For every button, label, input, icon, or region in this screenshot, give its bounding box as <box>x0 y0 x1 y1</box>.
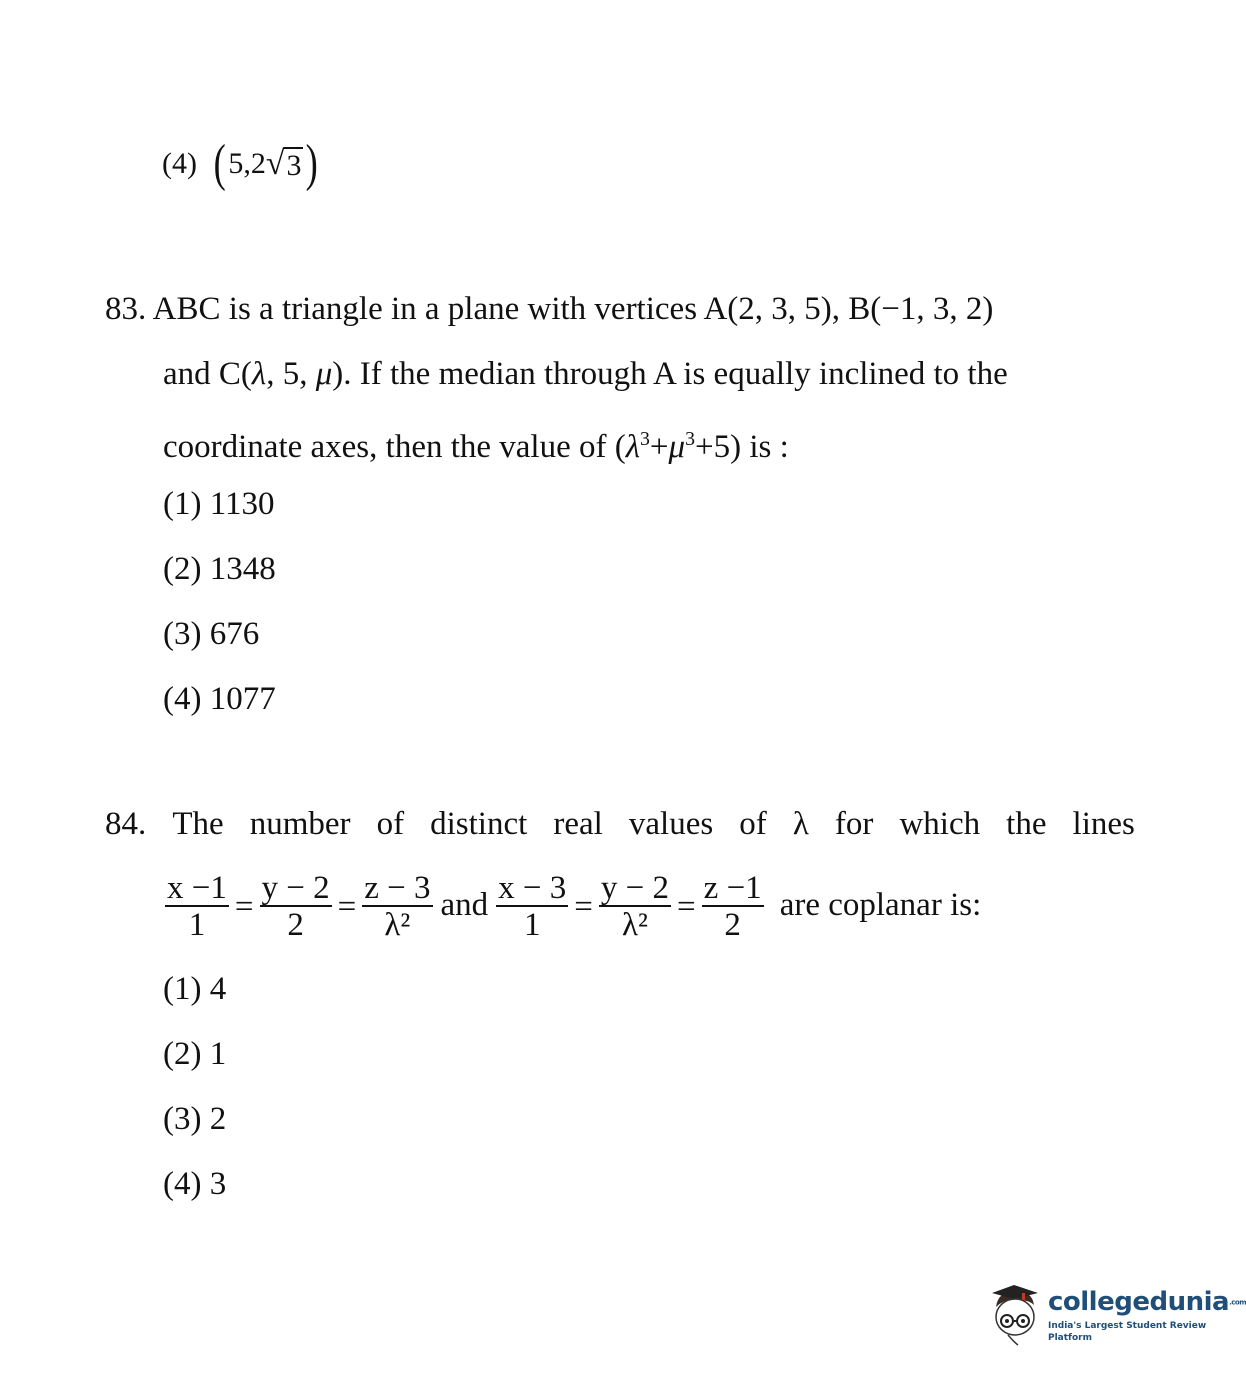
denominator: 1 <box>165 905 229 943</box>
open-paren: ( <box>213 135 226 192</box>
denominator: λ² <box>362 905 432 943</box>
fraction <box>599 871 671 943</box>
q83-line-2 <box>105 342 1135 407</box>
lambda-symbol: λ <box>251 356 267 392</box>
fraction <box>165 871 229 943</box>
q84-word: values <box>628 806 714 842</box>
mu-symbol: μ <box>315 356 333 392</box>
denominator: 1 <box>496 905 568 943</box>
equals-sign: = <box>337 888 357 925</box>
previous-question-option-4 <box>162 135 321 192</box>
q84-word: number <box>249 806 351 842</box>
q84-word: 84. <box>105 806 147 842</box>
q84-option-4: (4) 3 <box>163 1166 227 1202</box>
numerator: z − 3 <box>364 870 431 906</box>
brand-name: collegedunia <box>1048 1287 1230 1317</box>
q84-word: distinct <box>430 806 528 842</box>
exponent: 3 <box>685 428 696 450</box>
plus-sign: + <box>649 429 669 465</box>
q83-option-1: (1) 1130 <box>163 486 275 522</box>
q84-option-2: (2) 1 <box>163 1036 227 1072</box>
numerator: y − 2 <box>600 870 670 906</box>
text: coordinate axes, then the value of ( <box>163 429 626 465</box>
q84-word: lines <box>1072 806 1135 842</box>
fraction <box>362 871 432 943</box>
numerator: x − 3 <box>498 870 567 906</box>
q84-word: of <box>739 806 767 842</box>
fraction <box>496 871 568 943</box>
equals-sign: = <box>574 888 593 925</box>
lambda-symbol: λ <box>792 806 809 842</box>
option-number: (4) <box>162 147 197 180</box>
text: and C( <box>163 356 252 392</box>
q83-option-2: (2) 1348 <box>163 551 276 587</box>
numerator: z −1 <box>703 870 762 906</box>
q83-option-3: (3) 676 <box>163 616 260 652</box>
option-value-part: 5,2 <box>228 147 266 180</box>
lines-equation <box>105 857 1135 957</box>
text: +5) is : <box>695 429 789 465</box>
sqrt-expression <box>265 144 304 182</box>
fraction <box>260 871 332 943</box>
q84-word: the <box>1006 806 1047 842</box>
and-word: and <box>440 886 489 923</box>
q83-line-1: 83. ABC is a triangle in a plane with vertices A(2, 3, 5), B(−1, 3, 2) <box>105 291 994 327</box>
q84-option-1: (1) 4 <box>163 971 227 1007</box>
q84-line-1 <box>105 792 1135 857</box>
q84-word: for <box>834 806 874 842</box>
equals-sign: = <box>677 888 696 925</box>
radicand: 3 <box>286 148 302 182</box>
text: ). If the median through A is equally inclined to the <box>332 356 1008 392</box>
exponent: 3 <box>640 428 650 450</box>
mu-symbol: μ <box>668 429 686 465</box>
denominator: 2 <box>702 905 764 943</box>
lambda-symbol: λ <box>625 429 641 465</box>
radical-sign: √ <box>265 144 285 182</box>
fraction <box>702 871 764 943</box>
q84-word: The <box>172 806 224 842</box>
denominator: 2 <box>260 905 332 943</box>
collegedunia-logo <box>988 1285 1246 1355</box>
numerator: x −1 <box>167 870 227 906</box>
text: , 5, <box>266 356 316 392</box>
question-84 <box>105 792 1135 1217</box>
student-mascot-icon <box>988 1285 1044 1347</box>
question-83 <box>105 277 1135 732</box>
equals-sign: = <box>234 888 254 925</box>
q83-option-4: (4) 1077 <box>163 681 276 717</box>
q84-word: of <box>376 806 405 842</box>
logo-text <box>1048 1285 1246 1344</box>
q84-word: real <box>553 806 603 842</box>
numerator: y − 2 <box>261 870 330 906</box>
logo-tagline: India's Largest Student Review Platform <box>1048 1320 1207 1343</box>
q84-option-3: (3) 2 <box>163 1101 227 1137</box>
q84-word: which <box>899 806 981 842</box>
denominator: λ² <box>599 905 671 943</box>
logo-brand <box>1048 1285 1246 1320</box>
close-paren: ) <box>306 135 319 192</box>
q83-line-3 <box>105 407 1135 472</box>
equation-tail-text: are coplanar is: <box>779 886 982 923</box>
brand-suffix: .com <box>1229 1298 1246 1307</box>
